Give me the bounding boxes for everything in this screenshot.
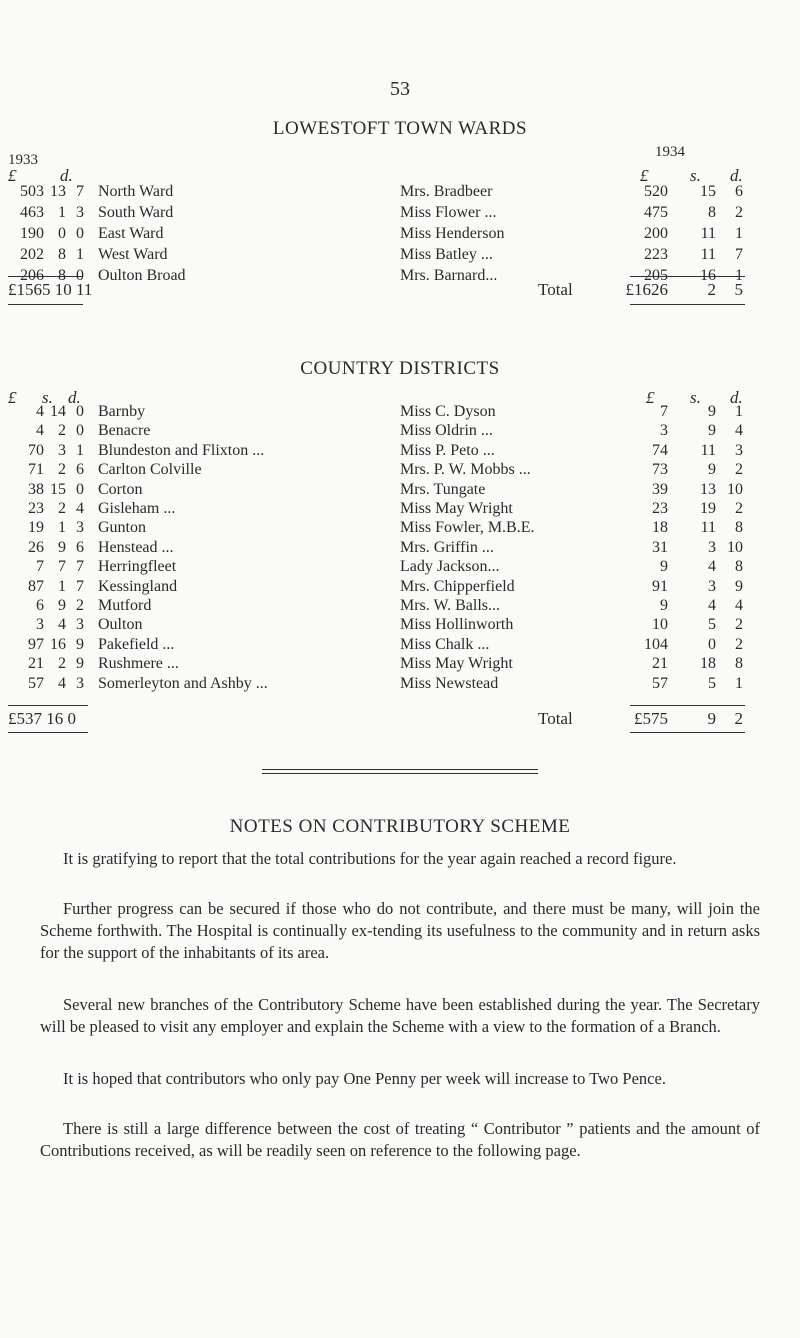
- right-shillings: 9: [708, 422, 716, 440]
- notes-paragraph-2: Further progress can be secured if those who do not contribute, and there must be many, will join the Scheme forthwith. The Hospital is continually ex-tending its usefulness to the community and in return asks for the support of the inhabitants of its area.: [40, 899, 760, 962]
- left-pence: 6: [76, 538, 84, 556]
- right-pence-header: d.: [730, 166, 743, 185]
- country-right-shilling-header: s.: [690, 388, 701, 407]
- right-shillings: 9: [708, 461, 716, 479]
- right-pounds: 7: [660, 403, 668, 420]
- right-shillings: 19: [700, 500, 716, 517]
- secretary-name: Miss Henderson: [400, 225, 505, 242]
- secretary-name: Mrs. P. W. Mobbs ...: [400, 461, 531, 479]
- right-total-underline: [630, 304, 745, 305]
- right-pence: 8: [735, 558, 743, 576]
- secretary-name: Miss P. Peto ...: [400, 441, 495, 459]
- left-shillings: 9: [58, 597, 66, 614]
- left-pence: 4: [76, 500, 84, 517]
- left-pounds: 4: [36, 403, 44, 420]
- right-pence: 10: [727, 538, 743, 556]
- right-shillings: 8: [708, 204, 716, 221]
- separator-line-top: [262, 769, 538, 770]
- right-pounds: 10: [652, 616, 668, 634]
- secretary-name: Miss Hollinworth: [400, 616, 514, 634]
- left-shillings: 4: [58, 674, 66, 692]
- right-pounds: 205: [644, 267, 668, 284]
- secretary-name: Miss Oldrin ...: [400, 422, 493, 440]
- notes-title: NOTES ON CONTRIBUTORY SCHEME: [229, 816, 571, 837]
- right-shillings: 5: [708, 674, 716, 692]
- right-pounds: 475: [644, 204, 668, 221]
- left-shillings: 1: [58, 577, 66, 595]
- right-shilling-header: s.: [690, 166, 701, 185]
- left-total-rule: [8, 276, 83, 277]
- country-left-pound-header: £: [8, 388, 17, 407]
- secretary-name: Miss May Wright: [400, 655, 513, 673]
- secretary-name: Miss Fowler, M.B.E.: [400, 519, 535, 537]
- country-right-total-rule: [630, 705, 745, 706]
- secretary-name: Lady Jackson...: [400, 558, 500, 576]
- right-pence: 2: [735, 500, 743, 517]
- right-pounds: 9: [660, 597, 668, 614]
- country-total-label: Total: [538, 709, 573, 728]
- left-pounds: 503: [20, 183, 44, 200]
- area-name: Blundeston and Flixton ...: [98, 441, 265, 459]
- town-total-right-pence: 5: [734, 280, 743, 299]
- left-pounds: 23: [28, 500, 44, 517]
- secretary-name: Miss May Wright: [400, 500, 513, 517]
- left-shillings: 8: [58, 267, 66, 284]
- left-pounds: 4: [36, 422, 44, 440]
- left-shillings: 14: [50, 403, 66, 420]
- left-pounds: 70: [28, 441, 44, 459]
- right-pounds: 3: [660, 422, 668, 440]
- right-pounds: 200: [644, 225, 668, 242]
- left-pounds: 463: [20, 204, 44, 221]
- area-name: West Ward: [98, 246, 168, 263]
- left-pounds: 38: [28, 480, 44, 498]
- right-shillings: 3: [708, 538, 716, 556]
- left-pence: 2: [76, 597, 84, 614]
- left-pence: 1: [76, 246, 84, 263]
- left-pounds: 26: [28, 538, 44, 556]
- notes-paragraph-3: Several new branches of the Contributory Scheme have been established during the year. The Secretary will be pleased to visit any employer and explain the Scheme with a view to the formation of a Branch.: [40, 995, 760, 1036]
- left-pence: 3: [76, 519, 84, 537]
- left-shillings: 2: [58, 461, 66, 479]
- area-name: Henstead ...: [98, 538, 174, 556]
- area-name: Herringfleet: [98, 558, 177, 576]
- area-name: Corton: [98, 480, 143, 498]
- country-left-total-rule: [8, 705, 88, 706]
- area-name: Barnby: [98, 403, 146, 420]
- notes-paragraph-1: It is gratifying to report that the total contributions for the year again reached a record figure.: [63, 849, 677, 868]
- right-pence: 8: [735, 519, 743, 537]
- area-name: Carlton Colville: [98, 461, 202, 479]
- right-pence: 1: [735, 674, 743, 692]
- left-shillings: 2: [58, 655, 66, 673]
- right-shillings: 4: [708, 558, 716, 576]
- left-pounds: 206: [20, 267, 44, 284]
- secretary-name: Miss Newstead: [400, 674, 499, 692]
- secretary-name: Miss Chalk ...: [400, 635, 490, 653]
- left-pence: 0: [76, 422, 84, 440]
- page-number: 53: [390, 78, 410, 100]
- right-pounds: 18: [652, 519, 668, 537]
- left-shillings: 7: [58, 558, 66, 576]
- right-pounds: 73: [652, 461, 668, 479]
- right-shillings: 5: [708, 616, 716, 634]
- year-left: 1933: [8, 152, 38, 168]
- secretary-name: Mrs. W. Balls...: [400, 597, 501, 614]
- right-pence: 1: [735, 225, 743, 242]
- left-pounds: 87: [28, 577, 44, 595]
- right-pence: 2: [735, 461, 743, 479]
- secretary-name: Mrs. Chipperfield: [400, 577, 515, 595]
- left-total-underline: [8, 304, 83, 305]
- right-shillings: 0: [708, 635, 716, 653]
- right-pence: 1: [735, 267, 743, 284]
- left-pounds: 7: [36, 558, 44, 576]
- country-total-right-shillings: 9: [707, 709, 716, 728]
- right-shillings: 11: [700, 246, 716, 263]
- right-pence: 1: [735, 403, 743, 420]
- left-pounds: 6: [36, 597, 44, 614]
- area-name: Kessingland: [98, 577, 178, 595]
- left-pence: 3: [76, 616, 84, 634]
- right-pounds: 31: [652, 538, 668, 556]
- right-pounds: 9: [660, 558, 668, 576]
- right-total-rule: [630, 276, 745, 277]
- left-shillings: 4: [58, 616, 66, 634]
- left-pence: 0: [76, 480, 84, 498]
- right-pounds: 23: [652, 500, 668, 517]
- secretary-name: Miss Flower ...: [400, 204, 497, 221]
- town-wards-title: LOWESTOFT TOWN WARDS: [272, 118, 528, 139]
- notes-paragraph-4: It is hoped that contributors who only pay One Penny per week will increase to Two Pence.: [63, 1069, 666, 1088]
- country-total-left: £537 16 0: [8, 709, 76, 728]
- left-pence: 7: [76, 558, 84, 576]
- area-name: Benacre: [98, 422, 151, 440]
- left-pence: 9: [76, 655, 84, 673]
- area-name: Pakefield ...: [98, 635, 175, 653]
- area-name: Gunton: [98, 519, 146, 537]
- right-pence: 4: [735, 422, 743, 440]
- left-shillings: 1: [58, 204, 66, 221]
- left-shillings: 13: [50, 183, 66, 200]
- left-pence: 7: [76, 577, 84, 595]
- secretary-name: Miss Batley ...: [400, 246, 493, 263]
- right-pence: 8: [735, 655, 743, 673]
- right-pounds: 520: [644, 183, 668, 200]
- year-right: 1934: [655, 144, 685, 160]
- left-shillings: 2: [58, 422, 66, 440]
- left-shillings: 16: [50, 635, 66, 653]
- left-pence-header: d.: [60, 166, 73, 185]
- right-pence: 4: [735, 597, 743, 614]
- left-pence: 3: [76, 674, 84, 692]
- left-pounds: 97: [28, 635, 44, 653]
- right-shillings: 9: [708, 403, 716, 420]
- right-pounds: 39: [652, 480, 668, 498]
- left-pence: 0: [76, 403, 84, 420]
- right-pence: 2: [735, 635, 743, 653]
- left-pence: 9: [76, 635, 84, 653]
- right-shillings: 16: [700, 267, 716, 284]
- notes-paragraph-5: There is still a large difference between the cost of treating “ Contributor ” patients and the amount of Contributions received, as will be readily seen on reference to the following page.: [40, 1119, 760, 1160]
- right-pence: 6: [735, 183, 743, 200]
- area-name: Somerleyton and Ashby ...: [98, 674, 268, 692]
- right-shillings: 11: [700, 225, 716, 242]
- town-total-label: Total: [538, 280, 573, 299]
- secretary-name: Mrs. Griffin ...: [400, 538, 494, 556]
- country-left-pence-header: d.: [68, 388, 81, 407]
- left-pence: 0: [76, 267, 84, 284]
- right-pence: 7: [735, 246, 743, 263]
- country-districts-title: COUNTRY DISTRICTS: [300, 358, 500, 379]
- left-pence: 3: [76, 204, 84, 221]
- right-shillings: 11: [700, 519, 716, 537]
- right-shillings: 11: [700, 441, 716, 459]
- right-shillings: 13: [700, 480, 716, 498]
- area-name: Gisleham ...: [98, 500, 176, 517]
- right-pounds: 21: [652, 655, 668, 673]
- country-right-total-underline: [630, 732, 745, 733]
- country-left-total-underline: [8, 732, 88, 733]
- left-pounds: 202: [20, 246, 44, 263]
- left-pounds: 19: [28, 519, 44, 537]
- area-name: Oulton Broad: [98, 267, 186, 284]
- left-pounds: 57: [28, 674, 44, 692]
- right-pence: 9: [735, 577, 743, 595]
- country-total-right-pounds: £575: [634, 709, 668, 728]
- town-total-right-pounds: £1626: [625, 280, 668, 299]
- left-pounds: 71: [28, 461, 44, 479]
- right-pounds: 57: [652, 674, 668, 692]
- right-pence: 2: [735, 204, 743, 221]
- right-pence: 10: [727, 480, 743, 498]
- area-name: Rushmere ...: [98, 655, 179, 673]
- right-pound-header: £: [640, 166, 649, 185]
- left-shillings: 3: [58, 441, 66, 459]
- right-pounds: 91: [652, 577, 668, 595]
- right-shillings: 4: [708, 597, 716, 614]
- left-shillings: 2: [58, 500, 66, 517]
- left-pound-header: £: [8, 166, 17, 185]
- left-pence: 7: [76, 183, 84, 200]
- right-pence: 2: [735, 616, 743, 634]
- area-name: Mutford: [98, 597, 152, 614]
- town-total-right-shillings: 2: [707, 280, 716, 299]
- area-name: North Ward: [98, 183, 174, 200]
- left-shillings: 9: [58, 538, 66, 556]
- secretary-name: Mrs. Tungate: [400, 480, 486, 498]
- country-right-pence-header: d.: [730, 388, 743, 407]
- left-pounds: 190: [20, 225, 44, 242]
- secretary-name: Miss C. Dyson: [400, 403, 496, 420]
- town-total-left: £1565 10 11: [8, 280, 93, 299]
- area-name: South Ward: [98, 204, 174, 221]
- left-pounds: 3: [36, 616, 44, 634]
- left-pence: 1: [76, 441, 84, 459]
- right-pounds: 104: [644, 635, 668, 653]
- secretary-name: Mrs. Bradbeer: [400, 183, 493, 200]
- left-shillings: 1: [58, 519, 66, 537]
- right-shillings: 15: [700, 183, 716, 200]
- separator-line-bottom: [262, 773, 538, 774]
- left-pence: 0: [76, 225, 84, 242]
- left-pounds: 21: [28, 655, 44, 673]
- country-right-pound-header: £: [646, 388, 655, 407]
- country-left-shilling-header: s.: [42, 388, 53, 407]
- country-total-right-pence: 2: [734, 709, 743, 728]
- right-pence: 3: [735, 441, 743, 459]
- right-pounds: 74: [652, 441, 668, 459]
- left-pence: 6: [76, 461, 84, 479]
- right-pounds: 223: [644, 246, 668, 263]
- left-shillings: 15: [50, 480, 66, 498]
- area-name: East Ward: [98, 225, 164, 242]
- right-shillings: 18: [700, 655, 716, 673]
- left-shillings: 0: [58, 225, 66, 242]
- left-shillings: 8: [58, 246, 66, 263]
- secretary-name: Mrs. Barnard...: [400, 267, 498, 284]
- right-shillings: 3: [708, 577, 716, 595]
- area-name: Oulton: [98, 616, 143, 634]
